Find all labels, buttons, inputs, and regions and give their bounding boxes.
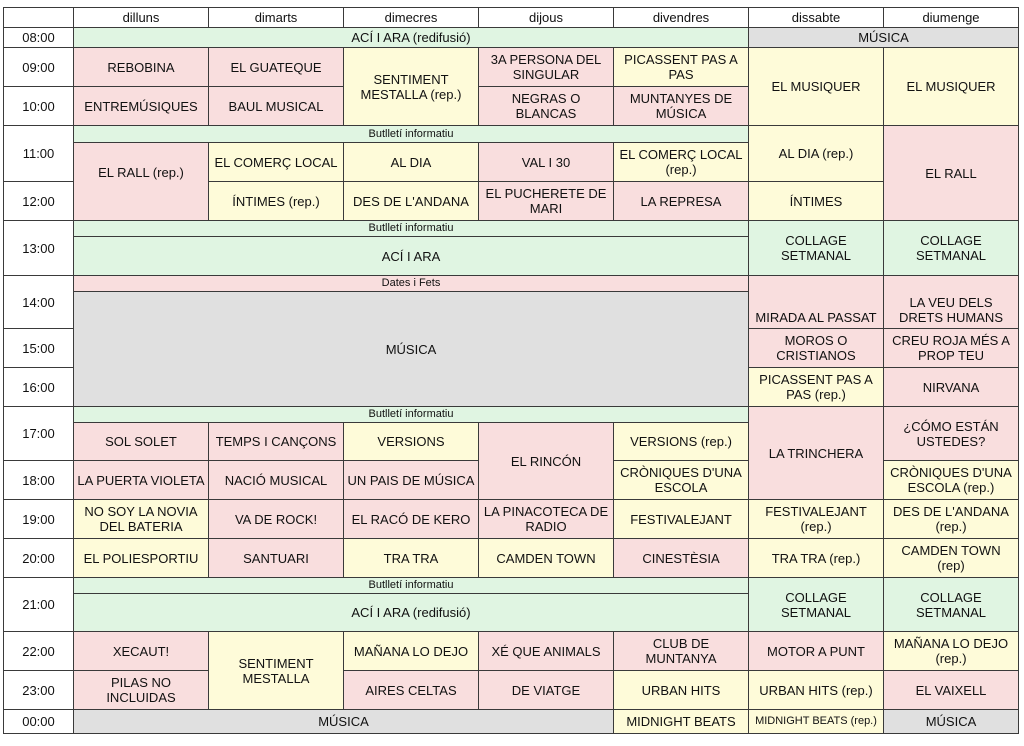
day-header: dimecres bbox=[344, 8, 479, 28]
program-cell: MIDNIGHT BEATS (rep.) bbox=[749, 710, 884, 734]
program-cell: PILAS NO INCLUIDAS bbox=[74, 671, 209, 710]
program-cell: FESTIVALEJANT (rep.) bbox=[749, 500, 884, 539]
program-cell: MOROS O CRISTIANOS bbox=[749, 329, 884, 368]
program-cell: XÉ QUE ANIMALS bbox=[479, 632, 614, 671]
schedule-table bbox=[3, 7, 1019, 734]
program-cell: Dates i Fets bbox=[74, 276, 749, 292]
program-cell: EL COMERÇ LOCAL bbox=[209, 143, 344, 182]
program-cell: EL RALL bbox=[884, 126, 1019, 221]
program-cell: EL GUATEQUE bbox=[209, 48, 344, 87]
program-cell: EL MUSIQUER bbox=[884, 48, 1019, 126]
program-cell: EL RALL (rep.) bbox=[74, 143, 209, 221]
corner-cell bbox=[4, 8, 74, 28]
day-header: dijous bbox=[479, 8, 614, 28]
news-bulletin: Butlletí informatiu bbox=[74, 407, 749, 423]
news-bulletin: Butlletí informatiu bbox=[74, 221, 749, 237]
program-cell: MÚSICA bbox=[884, 710, 1019, 734]
time-label: 12:00 bbox=[4, 182, 74, 221]
program-cell: AL DIA (rep.) bbox=[749, 126, 884, 182]
program-cell: LA PUERTA VIOLETA bbox=[74, 461, 209, 500]
program-cell: ENTREMÚSIQUES bbox=[74, 87, 209, 126]
program-cell: ACÍ I ARA (redifusió) bbox=[74, 28, 749, 48]
program-cell: SENTIMENT MESTALLA bbox=[209, 632, 344, 710]
program-cell: MIRADA AL PASSAT bbox=[749, 276, 884, 329]
program-cell: ÍNTIMES bbox=[749, 182, 884, 221]
program-cell: NEGRAS O BLANCAS bbox=[479, 87, 614, 126]
program-cell: CREU ROJA MÉS A PROP TEU bbox=[884, 329, 1019, 368]
time-label: 14:00 bbox=[4, 276, 74, 329]
time-label: 08:00 bbox=[4, 28, 74, 48]
program-cell: CRÒNIQUES D'UNA ESCOLA bbox=[614, 461, 749, 500]
program-cell: TRA TRA bbox=[344, 539, 479, 578]
program-cell: PICASSENT PAS A PAS (rep.) bbox=[749, 368, 884, 407]
news-bulletin: Butlletí informatiu bbox=[74, 578, 749, 594]
time-label: 00:00 bbox=[4, 710, 74, 734]
time-label: 15:00 bbox=[4, 329, 74, 368]
program-cell: MUNTANYES DE MÚSICA bbox=[614, 87, 749, 126]
program-cell: COLLAGE SETMANAL bbox=[884, 578, 1019, 632]
program-cell: CAMDEN TOWN (rep) bbox=[884, 539, 1019, 578]
program-cell: MOTOR A PUNT bbox=[749, 632, 884, 671]
time-label: 18:00 bbox=[4, 461, 74, 500]
program-cell: EL VAIXELL bbox=[884, 671, 1019, 710]
program-cell: VA DE ROCK! bbox=[209, 500, 344, 539]
program-cell: NACIÓ MUSICAL bbox=[209, 461, 344, 500]
program-cell: LA TRINCHERA bbox=[749, 407, 884, 500]
time-label: 13:00 bbox=[4, 221, 74, 276]
program-cell: PICASSENT PAS A PAS bbox=[614, 48, 749, 87]
time-label: 10:00 bbox=[4, 87, 74, 126]
program-cell: REBOBINA bbox=[74, 48, 209, 87]
program-cell: AL DIA bbox=[344, 143, 479, 182]
program-cell: VAL I 30 bbox=[479, 143, 614, 182]
program-cell: DES DE L'ANDANA bbox=[344, 182, 479, 221]
program-cell: CRÒNIQUES D'UNA ESCOLA (rep.) bbox=[884, 461, 1019, 500]
program-cell: COLLAGE SETMANAL bbox=[884, 221, 1019, 276]
program-cell: NIRVANA bbox=[884, 368, 1019, 407]
time-label: 19:00 bbox=[4, 500, 74, 539]
program-cell: EL RINCÓN bbox=[479, 423, 614, 500]
program-cell: NO SOY LA NOVIA DEL BATERIA bbox=[74, 500, 209, 539]
program-cell: EL COMERÇ LOCAL (rep.) bbox=[614, 143, 749, 182]
program-cell: MÚSICA bbox=[74, 710, 614, 734]
program-cell: URBAN HITS (rep.) bbox=[749, 671, 884, 710]
news-bulletin: Butlletí informatiu bbox=[74, 126, 749, 143]
program-cell: MÚSICA bbox=[74, 292, 749, 407]
time-label: 09:00 bbox=[4, 48, 74, 87]
program-cell: MAÑANA LO DEJO bbox=[344, 632, 479, 671]
program-cell: SOL SOLET bbox=[74, 423, 209, 461]
program-cell: ACÍ I ARA bbox=[74, 237, 749, 276]
program-cell: CAMDEN TOWN bbox=[479, 539, 614, 578]
time-label: 22:00 bbox=[4, 632, 74, 671]
program-cell: EL RACÓ DE KERO bbox=[344, 500, 479, 539]
time-label: 11:00 bbox=[4, 126, 74, 182]
program-cell: ¿CÓMO ESTÁN USTEDES? bbox=[884, 407, 1019, 461]
program-cell: COLLAGE SETMANAL bbox=[749, 578, 884, 632]
program-cell: AIRES CELTAS bbox=[344, 671, 479, 710]
program-cell: MAÑANA LO DEJO (rep.) bbox=[884, 632, 1019, 671]
day-header: divendres bbox=[614, 8, 749, 28]
day-header: dissabte bbox=[749, 8, 884, 28]
program-cell: XECAUT! bbox=[74, 632, 209, 671]
program-cell: ÍNTIMES (rep.) bbox=[209, 182, 344, 221]
day-header: dimarts bbox=[209, 8, 344, 28]
program-cell: VERSIONS bbox=[344, 423, 479, 461]
time-label: 17:00 bbox=[4, 407, 74, 461]
program-cell: URBAN HITS bbox=[614, 671, 749, 710]
program-cell: VERSIONS (rep.) bbox=[614, 423, 749, 461]
time-label: 21:00 bbox=[4, 578, 74, 632]
program-cell: CINESTÈSIA bbox=[614, 539, 749, 578]
program-cell: LA PINACOTECA DE RADIO bbox=[479, 500, 614, 539]
program-cell: TEMPS I CANÇONS bbox=[209, 423, 344, 461]
header-row bbox=[4, 8, 1019, 28]
time-label: 16:00 bbox=[4, 368, 74, 407]
program-cell: MIDNIGHT BEATS bbox=[614, 710, 749, 734]
program-cell: CLUB DE MUNTANYA bbox=[614, 632, 749, 671]
program-cell: UN PAIS DE MÚSICA bbox=[344, 461, 479, 500]
program-cell: SENTIMENT MESTALLA (rep.) bbox=[344, 48, 479, 126]
program-cell: EL MUSIQUER bbox=[749, 48, 884, 126]
program-cell: EL PUCHERETE DE MARI bbox=[479, 182, 614, 221]
program-cell: EL POLIESPORTIU bbox=[74, 539, 209, 578]
program-cell: FESTIVALEJANT bbox=[614, 500, 749, 539]
day-header: dilluns bbox=[74, 8, 209, 28]
program-cell: TRA TRA (rep.) bbox=[749, 539, 884, 578]
time-label: 23:00 bbox=[4, 671, 74, 710]
program-cell: LA VEU DELS DRETS HUMANS bbox=[884, 276, 1019, 329]
program-cell: LA REPRESA bbox=[614, 182, 749, 221]
program-cell: BAUL MUSICAL bbox=[209, 87, 344, 126]
program-cell: MÚSICA bbox=[749, 28, 1019, 48]
day-header: diumenge bbox=[884, 8, 1019, 28]
program-cell: COLLAGE SETMANAL bbox=[749, 221, 884, 276]
program-cell: DES DE L'ANDANA (rep.) bbox=[884, 500, 1019, 539]
program-cell: SANTUARI bbox=[209, 539, 344, 578]
program-cell: DE VIATGE bbox=[479, 671, 614, 710]
program-cell: ACÍ I ARA (redifusió) bbox=[74, 594, 749, 632]
time-label: 20:00 bbox=[4, 539, 74, 578]
program-cell: 3A PERSONA DEL SINGULAR bbox=[479, 48, 614, 87]
